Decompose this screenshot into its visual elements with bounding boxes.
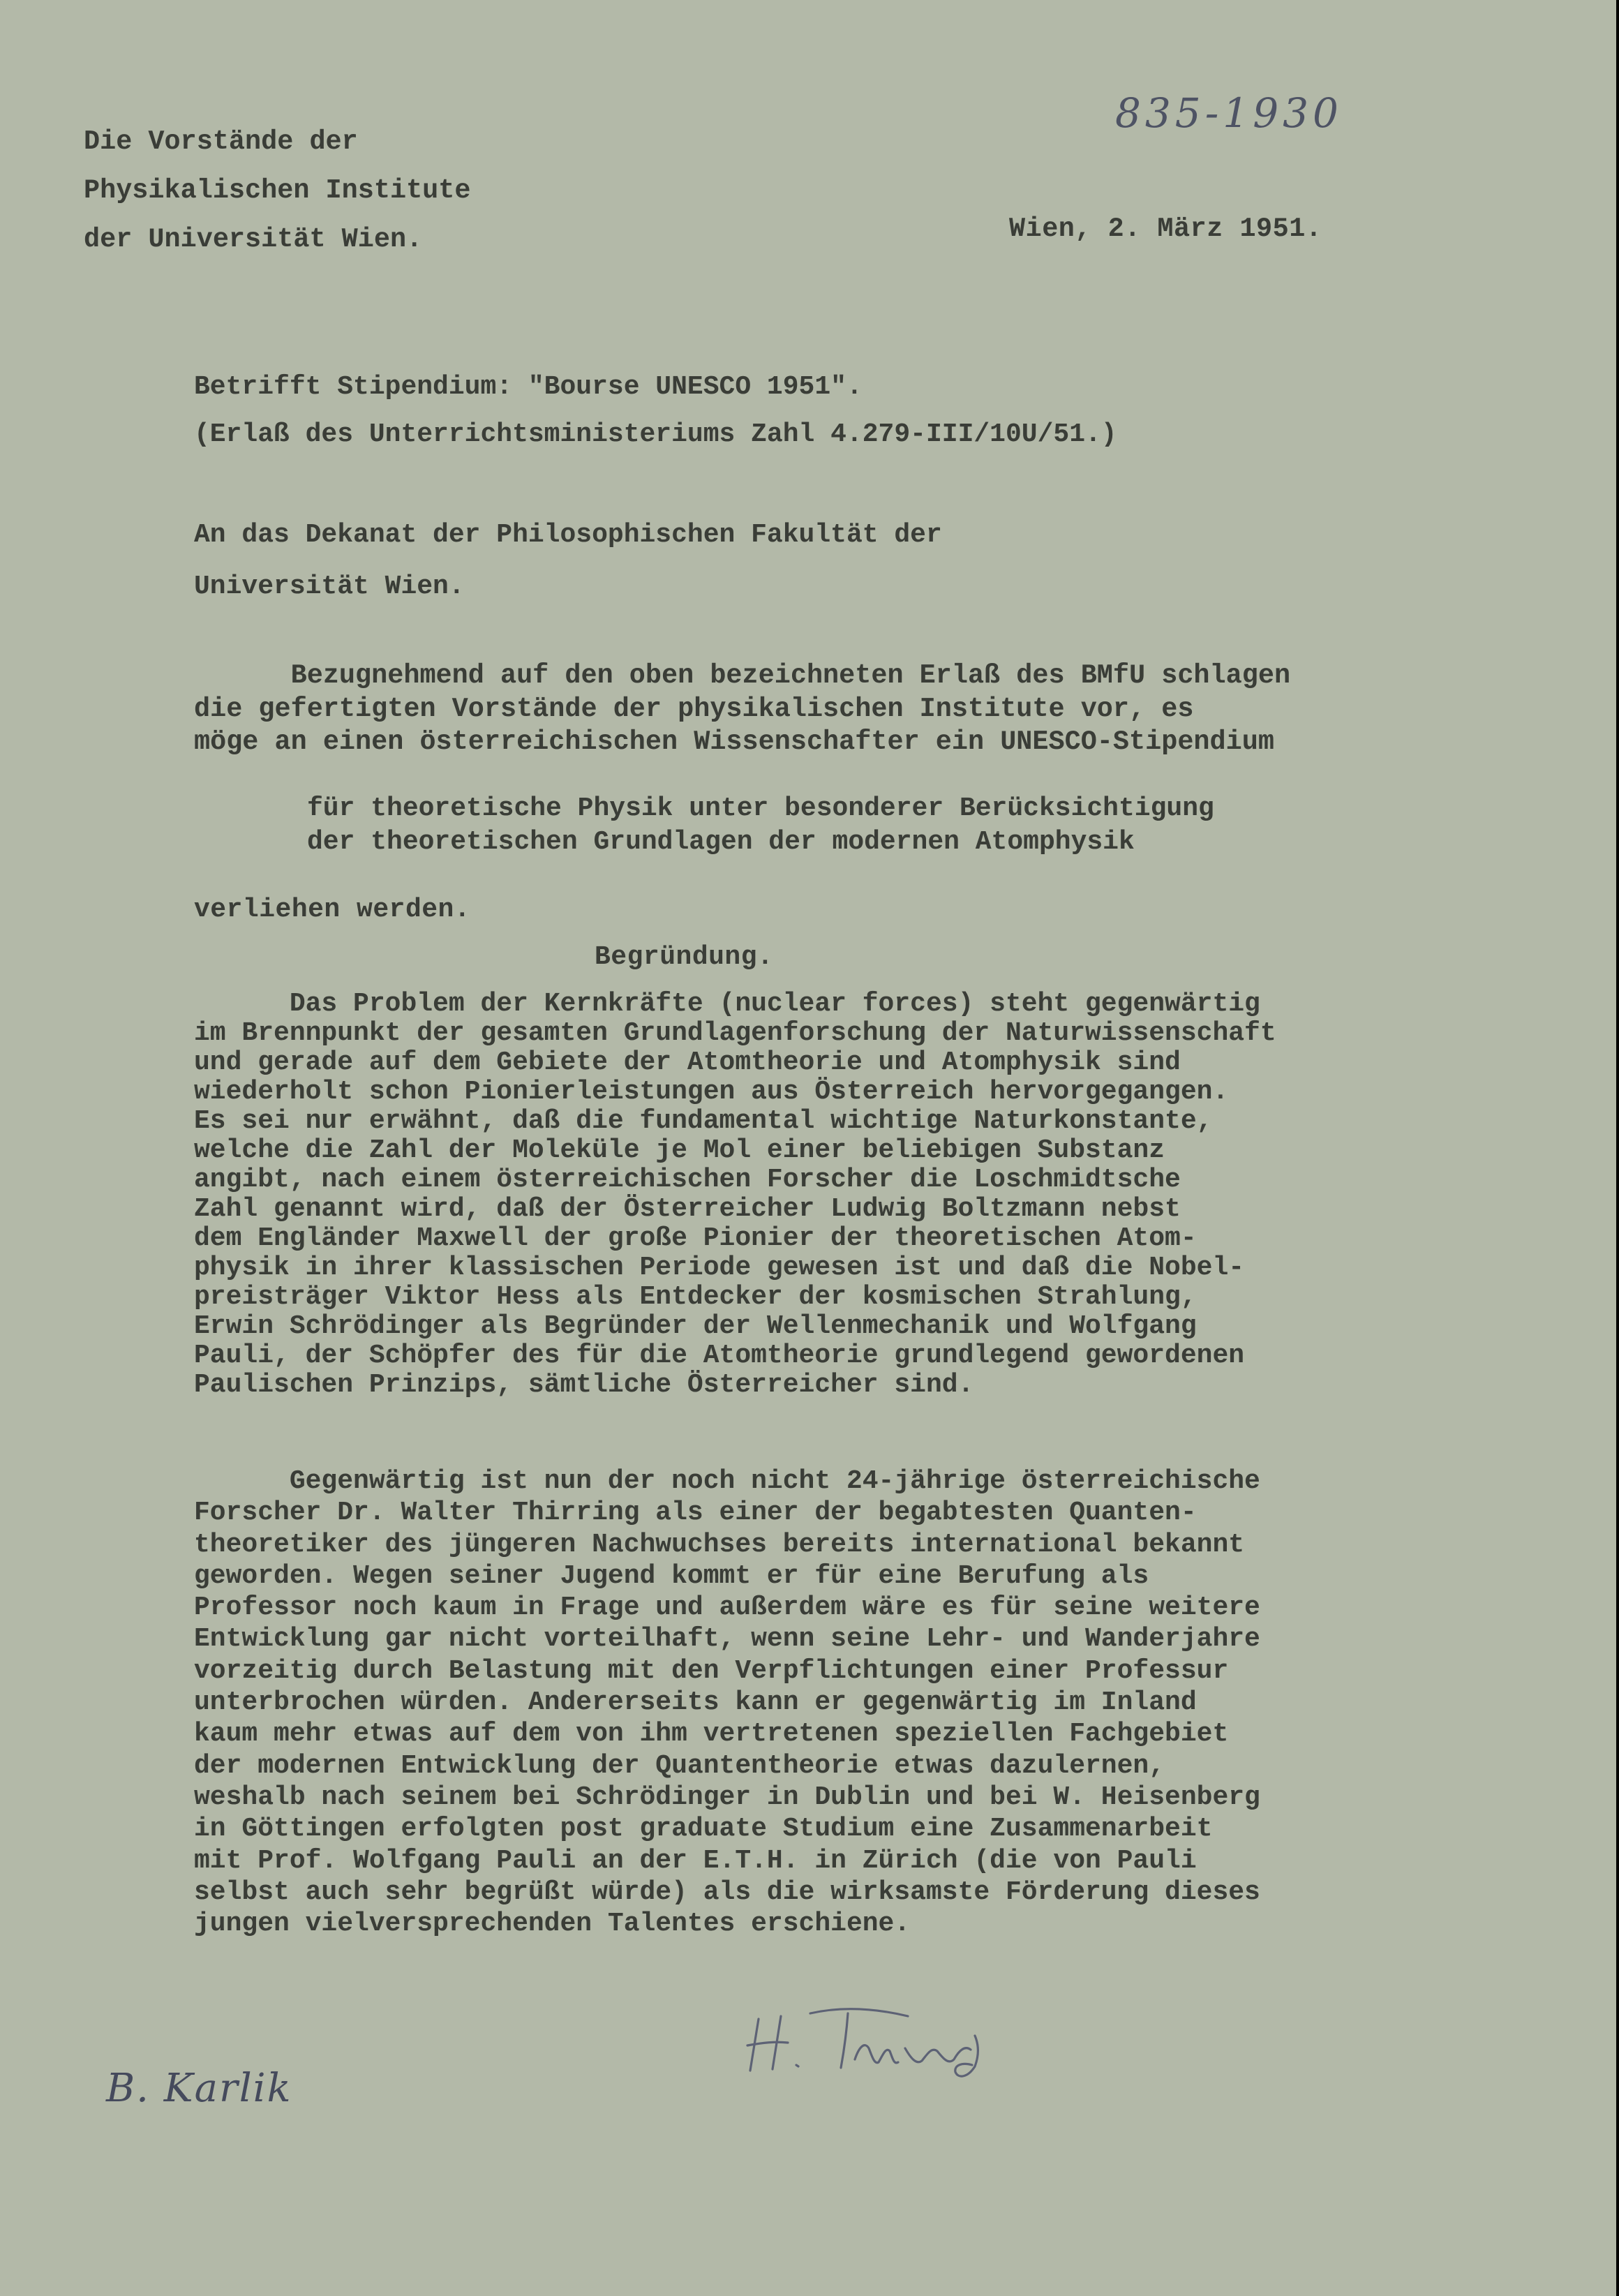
text-line: jungen vielversprechenden Talentes erschiene.	[194, 1909, 911, 1939]
closing-phrase: verliehen werden.	[194, 895, 471, 925]
subject-line: Betrifft Stipendium: "Bourse UNESCO 1951".	[194, 372, 863, 402]
subject-line: (Erlaß des Unterrichtsministeriums Zahl 4.279-III/10U/51.)	[194, 419, 1117, 449]
text-line: welche die Zahl der Moleküle je Mol einer beliebigen Substanz	[194, 1135, 1165, 1165]
text-line: Zahl genannt wird, daß der Österreicher Ludwig Boltzmann nebst	[194, 1194, 1181, 1224]
text-line: kaum mehr etwas auf dem von ihm vertretenen speziellen Fachgebiet	[194, 1719, 1229, 1750]
text-line: Entwicklung gar nicht vorteilhaft, wenn seine Lehr- und Wanderjahre	[194, 1624, 1260, 1655]
sender-line: Die Vorstände der	[84, 126, 358, 157]
text-line: Forscher Dr. Walter Thirring als einer der begabtesten Quanten-	[194, 1498, 1197, 1528]
text-line: mit Prof. Wolfgang Pauli an der E.T.H. in Zürich (die von Pauli	[194, 1845, 1197, 1876]
text-line: Pauli, der Schöpfer des für die Atomtheorie grundlegend gewordenen	[194, 1341, 1245, 1371]
text-line: weshalb nach seinem bei Schrödinger in Dublin und bei W. Heisenberg	[194, 1782, 1260, 1812]
subject-block	[194, 364, 1576, 459]
place-date: Wien, 2. März 1951.	[1009, 214, 1322, 244]
text-line: Professor noch kaum in Frage und außerdem wäre es für seine weitere	[194, 1593, 1260, 1623]
text-line: möge an einen österreichischen Wissenschafter ein UNESCO-Stipendium	[194, 726, 1274, 757]
text-line: der modernen Entwicklung der Quantentheorie etwas dazulernen,	[194, 1750, 1165, 1781]
signature-thirring	[743, 1992, 1008, 2083]
text-line: vorzeitig durch Belastung mit den Verpflichtungen einer Professur	[194, 1655, 1229, 1686]
sender-line: Physikalischen Institute	[84, 175, 471, 206]
archive-number: 835-1930	[1115, 89, 1343, 137]
sender-block	[84, 117, 712, 264]
recipient-line: An das Dekanat der Philosophischen Fakultät der	[194, 520, 942, 550]
text-line: angibt, nach einem österreichischen Forscher die Loschmidtsche	[194, 1165, 1181, 1195]
text-line: Gegenwärtig ist nun der noch nicht 24-jährige österreichische	[194, 1466, 1260, 1496]
text-line: geworden. Wegen seiner Jugend kommt er für eine Berufung als	[194, 1560, 1149, 1591]
text-line: Paulischen Prinzips, sämtliche Österreicher sind.	[194, 1370, 974, 1400]
paragraph-2	[194, 1466, 1576, 1939]
text-line: Bezugnehmend auf den oben bezeichneten Erlaß des BMfU schlagen	[194, 660, 1291, 691]
field-block	[307, 792, 1549, 859]
signature-karlik: B. Karlik	[106, 2066, 292, 2111]
paragraph-1	[194, 990, 1576, 1400]
text-line: theoretiker des jüngeren Nachwuchses bereits international bekannt	[194, 1529, 1245, 1560]
text-line: unterbrochen würden. Andererseits kann er gegenwärtig im Inland	[194, 1687, 1197, 1718]
text-line: preisträger Viktor Hess als Entdecker der kosmischen Strahlung,	[194, 1282, 1197, 1312]
text-line: dem Engländer Maxwell der große Pionier der theoretischen Atom-	[194, 1223, 1197, 1253]
proposal-paragraph	[194, 659, 1576, 759]
text-line: Es sei nur erwähnt, daß die fundamental wichtige Naturkonstante,	[194, 1106, 1213, 1136]
sender-line: der Universität Wien.	[84, 224, 423, 255]
text-line: selbst auch sehr begrüßt würde) als die wirksamste Förderung dieses	[194, 1877, 1260, 1907]
text-line: der theoretischen Grundlagen der modernen Atomphysik	[307, 827, 1135, 857]
text-line: wiederholt schon Pionierleistungen aus Österreich hervorgegangen.	[194, 1077, 1229, 1107]
reason-heading: Begründung.	[595, 942, 774, 972]
text-line: die gefertigten Vorstände der physikalischen Institute vor, es	[194, 693, 1194, 724]
text-line: und gerade auf dem Gebiete der Atomtheorie und Atomphysik sind	[194, 1048, 1181, 1078]
scan-edge	[1616, 0, 1619, 2296]
recipient-line: Universität Wien.	[194, 572, 465, 602]
text-line: physik in ihrer klassischen Periode gewesen ist und daß die Nobel-	[194, 1253, 1245, 1283]
text-line: in Göttingen erfolgten post graduate Studium eine Zusammenarbeit	[194, 1814, 1213, 1844]
text-line: für theoretische Physik unter besonderer Berücksichtigung	[307, 793, 1214, 823]
text-line: Das Problem der Kernkräfte (nuclear forces) steht gegenwärtig	[194, 989, 1260, 1019]
text-line: im Brennpunkt der gesamten Grundlagenforschung der Naturwissenschaft	[194, 1018, 1276, 1048]
text-line: Erwin Schrödinger als Begründer der Wellenmechanik und Wolfgang	[194, 1311, 1197, 1341]
recipient-block	[194, 509, 1576, 613]
